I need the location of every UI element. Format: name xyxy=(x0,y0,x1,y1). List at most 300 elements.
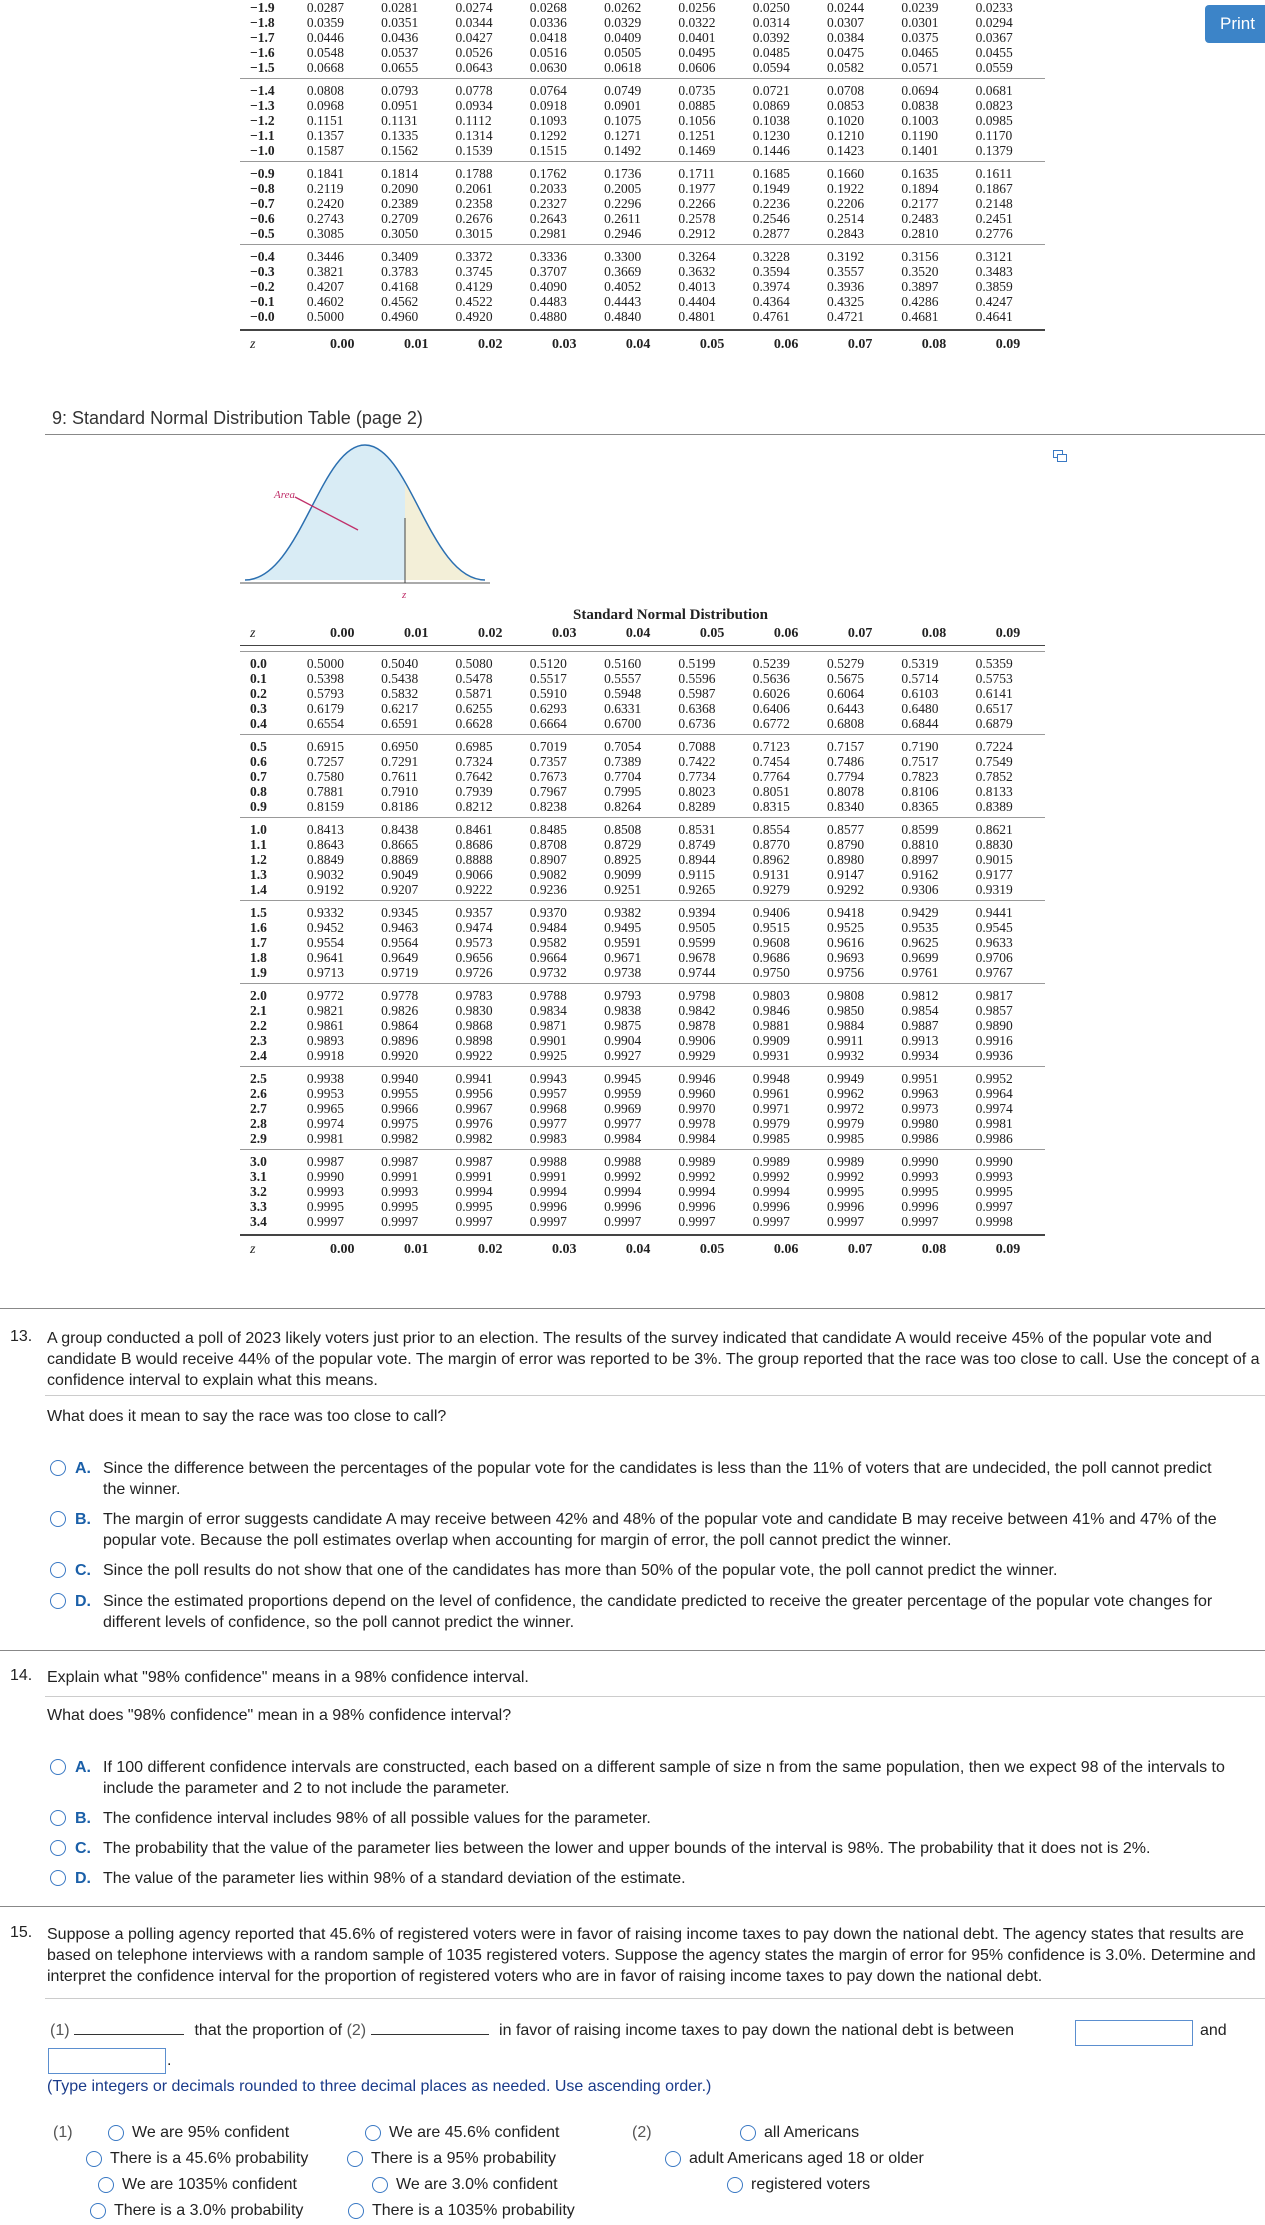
probability-cell: 0.4721 xyxy=(827,309,865,324)
probability-cell: 0.9893 xyxy=(306,1033,344,1048)
answer-option-c[interactable] xyxy=(50,1838,1230,1859)
probability-cell: 0.8023 xyxy=(678,784,716,799)
radio-button-icon[interactable] xyxy=(86,2151,102,2167)
probability-cell: 0.9693 xyxy=(827,950,865,965)
table-row xyxy=(240,1116,1045,1131)
probability-cell: 0.0294 xyxy=(975,15,1013,30)
probability-cell: 0.9846 xyxy=(752,1003,790,1018)
probability-cell: 0.0351 xyxy=(381,15,419,30)
column-header: 0.07 xyxy=(847,626,873,641)
probability-cell: 0.9994 xyxy=(455,1184,493,1199)
probability-cell: 0.0838 xyxy=(901,98,939,113)
probability-cell: 0.4641 xyxy=(975,309,1013,324)
option-letter: D. xyxy=(75,1870,91,1887)
probability-cell: 0.0465 xyxy=(901,45,939,60)
probability-cell: 0.3085 xyxy=(306,226,344,241)
probability-cell: 0.9996 xyxy=(604,1199,642,1214)
table-row xyxy=(240,1071,1045,1086)
probability-cell: 0.2514 xyxy=(827,211,865,226)
probability-cell: 0.0401 xyxy=(678,30,716,45)
probability-cell: 0.9854 xyxy=(901,1003,939,1018)
probability-cell: 0.0384 xyxy=(827,30,865,45)
probability-cell: 0.7454 xyxy=(752,754,790,769)
question-13-number: 13. xyxy=(10,1328,33,1345)
table-row-group xyxy=(240,734,1045,814)
option-letter: D. xyxy=(75,1593,91,1610)
table-row xyxy=(240,60,1045,75)
probability-cell: 0.8997 xyxy=(901,852,939,867)
probability-cell: 0.7324 xyxy=(455,754,493,769)
probability-cell: 0.5199 xyxy=(678,656,716,671)
probability-cell: 0.0764 xyxy=(529,83,567,98)
option-letter: C. xyxy=(75,1562,91,1579)
probability-cell: 0.1190 xyxy=(901,128,938,143)
probability-cell: 0.9878 xyxy=(678,1018,716,1033)
z-value: −1.3 xyxy=(250,98,275,113)
divider xyxy=(45,1696,1265,1697)
column-footer: 0.07 xyxy=(847,337,873,352)
probability-cell: 0.9906 xyxy=(678,1033,716,1048)
radio-button-icon[interactable] xyxy=(372,2177,388,2193)
probability-cell: 0.0427 xyxy=(455,30,493,45)
probability-cell: 0.8186 xyxy=(381,799,419,814)
probability-cell: 0.9896 xyxy=(381,1033,419,1048)
probability-cell: 0.9625 xyxy=(901,935,939,950)
table-row xyxy=(240,83,1045,98)
probability-cell: 0.1635 xyxy=(901,166,939,181)
probability-cell: 0.3156 xyxy=(901,249,939,264)
probability-cell: 0.9236 xyxy=(529,882,567,897)
choice-1-option[interactable] xyxy=(90,2202,303,2220)
table-row xyxy=(240,701,1045,716)
table-row-group xyxy=(240,78,1045,158)
probability-cell: 0.9732 xyxy=(529,965,567,980)
probability-cell: 0.4443 xyxy=(604,294,642,309)
probability-cell: 0.9946 xyxy=(678,1071,716,1086)
radio-button-icon[interactable] xyxy=(50,1511,66,1527)
radio-button-icon[interactable] xyxy=(50,1840,66,1856)
probability-cell: 0.9678 xyxy=(678,950,716,965)
probability-cell: 0.9989 xyxy=(752,1154,790,1169)
answer-option-c[interactable] xyxy=(50,1560,1230,1581)
choice-2-option[interactable] xyxy=(740,2124,859,2142)
probability-cell: 0.6517 xyxy=(975,701,1013,716)
table-row xyxy=(240,988,1045,1003)
z-value: −1.8 xyxy=(250,15,275,30)
probability-cell: 0.9406 xyxy=(752,905,790,920)
probability-cell: 0.8264 xyxy=(604,799,642,814)
probability-cell: 0.6064 xyxy=(827,686,865,701)
radio-button-icon[interactable] xyxy=(98,2177,114,2193)
probability-cell: 0.3121 xyxy=(975,249,1013,264)
probability-cell: 0.2389 xyxy=(381,196,419,211)
z-value: 2.2 xyxy=(250,1018,267,1033)
choice-2-option[interactable] xyxy=(727,2176,870,2194)
probability-cell: 0.3859 xyxy=(975,279,1013,294)
probability-cell: 0.1788 xyxy=(455,166,493,181)
probability-cell: 0.3669 xyxy=(604,264,642,279)
z-value: 2.3 xyxy=(250,1033,267,1048)
probability-cell: 0.8686 xyxy=(455,837,493,852)
probability-cell: 0.2676 xyxy=(455,211,493,226)
probability-cell: 0.3974 xyxy=(752,279,790,294)
and-label: and xyxy=(1200,2022,1227,2039)
probability-cell: 0.7190 xyxy=(901,739,939,754)
radio-button-icon[interactable] xyxy=(50,1810,66,1826)
probability-cell: 0.9826 xyxy=(381,1003,419,1018)
option-letter: C. xyxy=(75,1840,91,1857)
probability-cell: 0.9719 xyxy=(381,965,419,980)
probability-cell: 0.5636 xyxy=(752,671,790,686)
probability-cell: 0.0268 xyxy=(529,0,567,15)
probability-cell: 0.0594 xyxy=(752,60,790,75)
probability-cell: 0.9131 xyxy=(752,867,790,882)
table-row xyxy=(240,882,1045,897)
probability-cell: 0.9699 xyxy=(901,950,939,965)
probability-cell: 0.9812 xyxy=(901,988,939,1003)
answer-option-a[interactable] xyxy=(50,1458,1230,1500)
probability-cell: 0.8790 xyxy=(827,837,865,852)
probability-cell: 0.8413 xyxy=(306,822,344,837)
z-value: −1.5 xyxy=(250,60,275,75)
answer-option-d[interactable] xyxy=(50,1591,1230,1633)
probability-cell: 0.7291 xyxy=(381,754,419,769)
probability-cell: 0.9997 xyxy=(975,1199,1013,1214)
print-button[interactable]: Print xyxy=(1205,5,1265,43)
probability-cell: 0.2743 xyxy=(306,211,344,226)
probability-cell: 0.0244 xyxy=(827,0,865,15)
probability-cell: 0.0606 xyxy=(678,60,716,75)
probability-cell: 0.9382 xyxy=(604,905,642,920)
probability-cell: 0.9991 xyxy=(455,1169,493,1184)
probability-cell: 0.3228 xyxy=(752,249,790,264)
table-row xyxy=(240,1199,1045,1214)
probability-cell: 0.9633 xyxy=(975,935,1013,950)
probability-cell: 0.9887 xyxy=(901,1018,939,1033)
probability-cell: 0.4090 xyxy=(529,279,567,294)
blank-2-dropdown[interactable] xyxy=(371,2034,489,2035)
probability-cell: 0.7123 xyxy=(752,739,790,754)
probability-cell: 0.0793 xyxy=(381,83,419,98)
probability-cell: 0.2327 xyxy=(529,196,567,211)
probability-cell: 0.4960 xyxy=(381,309,419,324)
column-footer: 0.00 xyxy=(330,1242,355,1257)
probability-cell: 0.1038 xyxy=(752,113,790,128)
z-value: −0.9 xyxy=(250,166,275,181)
probability-cell: 0.5160 xyxy=(604,656,642,671)
probability-cell: 0.1251 xyxy=(678,128,716,143)
probability-cell: 0.9554 xyxy=(306,935,344,950)
probability-cell: 0.9979 xyxy=(752,1116,790,1131)
probability-cell: 0.8907 xyxy=(529,852,567,867)
probability-cell: 0.0694 xyxy=(901,83,939,98)
probability-cell: 0.9991 xyxy=(381,1169,419,1184)
probability-cell: 0.7611 xyxy=(381,769,418,784)
probability-cell: 0.7549 xyxy=(975,754,1013,769)
probability-cell: 0.6736 xyxy=(678,716,716,731)
probability-cell: 0.1515 xyxy=(529,143,567,158)
probability-cell: 0.9973 xyxy=(901,1101,939,1116)
probability-cell: 0.1020 xyxy=(827,113,865,128)
table-row-group xyxy=(240,244,1045,324)
probability-cell: 0.3483 xyxy=(975,264,1013,279)
probability-cell: 0.1335 xyxy=(381,128,419,143)
probability-cell: 0.9981 xyxy=(306,1131,344,1146)
probability-cell: 0.6026 xyxy=(752,686,790,701)
probability-cell: 0.4129 xyxy=(455,279,493,294)
probability-cell: 0.9868 xyxy=(455,1018,493,1033)
probability-cell: 0.7704 xyxy=(604,769,642,784)
choice-1-option[interactable] xyxy=(86,2150,308,2168)
radio-button-icon[interactable] xyxy=(365,2125,381,2141)
probability-cell: 0.1230 xyxy=(752,128,790,143)
probability-cell: 0.9115 xyxy=(678,867,716,882)
table-row xyxy=(240,935,1045,950)
probability-cell: 0.8869 xyxy=(381,852,419,867)
probability-cell: 0.5478 xyxy=(455,671,493,686)
probability-cell: 0.7054 xyxy=(604,739,642,754)
probability-cell: 0.0721 xyxy=(752,83,790,98)
probability-cell: 0.4920 xyxy=(455,309,493,324)
probability-cell: 0.6217 xyxy=(381,701,419,716)
probability-cell: 0.9778 xyxy=(381,988,419,1003)
probability-cell: 0.2776 xyxy=(975,226,1013,241)
probability-cell: 0.6554 xyxy=(306,716,344,731)
probability-cell: 0.6443 xyxy=(827,701,865,716)
radio-button-icon[interactable] xyxy=(50,1460,66,1476)
probability-cell: 0.9989 xyxy=(827,1154,865,1169)
radio-button-icon[interactable] xyxy=(50,1870,66,1886)
probability-cell: 0.9941 xyxy=(455,1071,493,1086)
probability-cell: 0.6141 xyxy=(975,686,1013,701)
probability-cell: 0.1379 xyxy=(975,143,1013,158)
question-14-prompt: What does "98% confidence" mean in a 98% confidence interval? xyxy=(47,1707,512,1724)
probability-cell: 0.1814 xyxy=(381,166,419,181)
probability-cell: 0.9441 xyxy=(975,905,1013,920)
probability-cell: 0.3015 xyxy=(455,226,493,241)
probability-cell: 0.2296 xyxy=(604,196,642,211)
z-value: −1.7 xyxy=(250,30,275,45)
probability-cell: 0.4681 xyxy=(901,309,939,324)
probability-cell: 0.4247 xyxy=(975,294,1013,309)
probability-cell: 0.9573 xyxy=(455,935,493,950)
probability-cell: 0.1894 xyxy=(901,181,939,196)
column-footer: 0.08 xyxy=(921,337,947,352)
table-footer-row xyxy=(240,1234,1045,1258)
probability-cell: 0.9927 xyxy=(604,1048,642,1063)
probability-cell: 0.0951 xyxy=(381,98,419,113)
probability-cell: 0.9750 xyxy=(752,965,790,980)
radio-button-icon[interactable] xyxy=(50,1759,66,1775)
z-header: z xyxy=(250,626,256,641)
probability-cell: 0.0475 xyxy=(827,45,865,60)
instruction-note: (Type integers or decimals rounded to three decimal places as needed. Use ascending order.) xyxy=(47,2078,712,2095)
probability-cell: 0.3936 xyxy=(827,279,865,294)
choice-text: There is a 95% probability xyxy=(371,2150,556,2167)
choice-1-option[interactable] xyxy=(347,2150,556,2168)
probability-cell: 0.4013 xyxy=(678,279,716,294)
table-row-group xyxy=(240,0,1045,75)
period-label: . xyxy=(167,2052,172,2069)
probability-cell: 0.9251 xyxy=(604,882,642,897)
table-row-group xyxy=(240,900,1045,980)
radio-button-icon[interactable] xyxy=(727,2177,743,2193)
radio-button-icon[interactable] xyxy=(50,1593,66,1609)
probability-cell: 0.8051 xyxy=(752,784,790,799)
table-row xyxy=(240,181,1045,196)
choice-1-option[interactable] xyxy=(98,2176,297,2194)
probability-cell: 0.9993 xyxy=(975,1169,1013,1184)
option-text: Since the poll results do not show that one of the candidates has more than 50% of the popular vote, the poll cannot predict the winner. xyxy=(103,1562,1058,1579)
radio-button-icon[interactable] xyxy=(348,2203,364,2219)
probability-cell: 0.9772 xyxy=(306,988,344,1003)
probability-cell: 0.0885 xyxy=(678,98,716,113)
probability-cell: 0.9957 xyxy=(529,1086,567,1101)
divider xyxy=(0,1308,1265,1309)
probability-cell: 0.9995 xyxy=(381,1199,419,1214)
probability-cell: 0.9032 xyxy=(306,867,344,882)
table-row xyxy=(240,769,1045,784)
z-value: 0.7 xyxy=(250,769,267,784)
probability-cell: 0.9922 xyxy=(455,1048,493,1063)
negative-z-table xyxy=(240,0,1045,353)
answer-option-b[interactable] xyxy=(50,1808,1230,1829)
probability-cell: 0.8531 xyxy=(678,822,716,837)
probability-cell: 0.7422 xyxy=(678,754,716,769)
probability-cell: 0.8665 xyxy=(381,837,419,852)
probability-cell: 0.8106 xyxy=(901,784,939,799)
probability-cell: 0.9049 xyxy=(381,867,419,882)
answer-option-d[interactable] xyxy=(50,1868,1230,1889)
answer-option-b[interactable] xyxy=(50,1509,1230,1551)
probability-cell: 0.2206 xyxy=(827,196,865,211)
probability-cell: 0.4168 xyxy=(381,279,419,294)
probability-cell: 0.9808 xyxy=(827,988,865,1003)
probability-cell: 0.9909 xyxy=(752,1033,790,1048)
probability-cell: 0.9452 xyxy=(306,920,344,935)
column-footer: 0.02 xyxy=(477,1242,503,1257)
probability-cell: 0.9484 xyxy=(529,920,567,935)
radio-button-icon[interactable] xyxy=(665,2151,681,2167)
probability-cell: 0.6879 xyxy=(975,716,1013,731)
probability-cell: 0.8962 xyxy=(752,852,790,867)
column-footer: 0.00 xyxy=(330,337,355,352)
radio-button-icon[interactable] xyxy=(50,1562,66,1578)
z-value: 2.8 xyxy=(250,1116,267,1131)
lower-bound-input[interactable] xyxy=(1075,2020,1193,2046)
choice-1-option[interactable] xyxy=(372,2176,558,2194)
probability-cell: 0.1314 xyxy=(455,128,493,143)
probability-cell: 0.6406 xyxy=(752,701,790,716)
z-value: −1.2 xyxy=(250,113,275,128)
z-value: 2.5 xyxy=(250,1071,267,1086)
sentence-part-2: in favor of raising income taxes to pay down the national debt is between xyxy=(499,2022,1015,2039)
z-value: 1.0 xyxy=(250,822,267,837)
probability-cell: 0.1611 xyxy=(975,166,1013,181)
probability-cell: 0.9838 xyxy=(604,1003,642,1018)
probability-cell: 0.5793 xyxy=(306,686,344,701)
probability-cell: 0.9222 xyxy=(455,882,493,897)
probability-cell: 0.4207 xyxy=(306,279,344,294)
z-value: 0.2 xyxy=(250,686,267,701)
probability-cell: 0.9744 xyxy=(678,965,716,980)
probability-cell: 0.8599 xyxy=(901,822,939,837)
probability-cell: 0.9904 xyxy=(604,1033,642,1048)
column-header: 0.08 xyxy=(921,626,947,641)
probability-cell: 0.6985 xyxy=(455,739,493,754)
answer-option-a[interactable] xyxy=(50,1757,1230,1799)
z-value: −0.7 xyxy=(250,196,275,211)
probability-cell: 0.8830 xyxy=(975,837,1013,852)
probability-cell: 0.9147 xyxy=(827,867,865,882)
probability-cell: 0.7823 xyxy=(901,769,939,784)
probability-cell: 0.9177 xyxy=(975,867,1013,882)
probability-cell: 0.0287 xyxy=(306,0,344,15)
option-text: Since the estimated proportions depend on the level of confidence, the candidate predicted to receive the greater percentage of the popular vote changes for different levels of confidence, so the poll cannot predict the winner. xyxy=(103,1593,1213,1631)
probability-cell: 0.4325 xyxy=(827,294,865,309)
probability-cell: 0.1075 xyxy=(604,113,642,128)
blank-1-dropdown[interactable] xyxy=(74,2034,184,2035)
z-value: 1.1 xyxy=(250,837,267,852)
expand-icon[interactable] xyxy=(1053,450,1067,462)
probability-cell: 0.8770 xyxy=(752,837,790,852)
probability-cell: 0.7995 xyxy=(604,784,642,799)
probability-cell: 0.9976 xyxy=(455,1116,493,1131)
upper-bound-input[interactable] xyxy=(48,2048,166,2074)
probability-cell: 0.7939 xyxy=(455,784,493,799)
probability-cell: 0.9357 xyxy=(455,905,493,920)
probability-cell: 0.6808 xyxy=(827,716,865,731)
column-footer: 0.07 xyxy=(847,1242,873,1257)
probability-cell: 0.9988 xyxy=(604,1154,642,1169)
choice-1-option[interactable] xyxy=(365,2124,559,2142)
probability-cell: 0.9582 xyxy=(529,935,567,950)
probability-cell: 0.0329 xyxy=(604,15,642,30)
table-row xyxy=(240,196,1045,211)
z-value: 1.4 xyxy=(250,882,267,897)
column-header: 0.06 xyxy=(773,626,799,641)
probability-cell: 0.7764 xyxy=(752,769,790,784)
probability-cell: 0.6103 xyxy=(901,686,939,701)
column-footer: 0.04 xyxy=(625,337,651,352)
probability-cell: 0.5753 xyxy=(975,671,1013,686)
probability-cell: 0.2810 xyxy=(901,226,939,241)
probability-cell: 0.9608 xyxy=(752,935,790,950)
table-row xyxy=(240,950,1045,965)
table-row xyxy=(240,1003,1045,1018)
probability-cell: 0.9992 xyxy=(827,1169,865,1184)
table-row xyxy=(240,143,1045,158)
probability-cell: 0.9890 xyxy=(975,1018,1013,1033)
column-footer: 0.03 xyxy=(551,337,577,352)
column-footer: 0.02 xyxy=(477,337,503,352)
option-text: The value of the parameter lies within 98% of a standard deviation of the estimate. xyxy=(103,1870,686,1887)
choice-1-option[interactable] xyxy=(348,2202,575,2220)
probability-cell: 0.2451 xyxy=(975,211,1013,226)
probability-cell: 0.0778 xyxy=(455,83,493,98)
choice-1-option[interactable] xyxy=(108,2124,289,2142)
probability-cell: 0.9995 xyxy=(901,1184,939,1199)
z-value: 1.5 xyxy=(250,905,267,920)
choice-2-option[interactable] xyxy=(665,2150,924,2168)
radio-button-icon[interactable] xyxy=(108,2125,124,2141)
radio-button-icon[interactable] xyxy=(740,2125,756,2141)
radio-button-icon[interactable] xyxy=(90,2203,106,2219)
option-text: Since the difference between the percentages of the popular vote for the candidates is less than the 11% of voters that are undecided, the poll cannot predict the winner. xyxy=(103,1460,1212,1498)
probability-cell: 0.8315 xyxy=(752,799,790,814)
probability-cell: 0.1841 xyxy=(306,166,344,181)
radio-button-icon[interactable] xyxy=(347,2151,363,2167)
